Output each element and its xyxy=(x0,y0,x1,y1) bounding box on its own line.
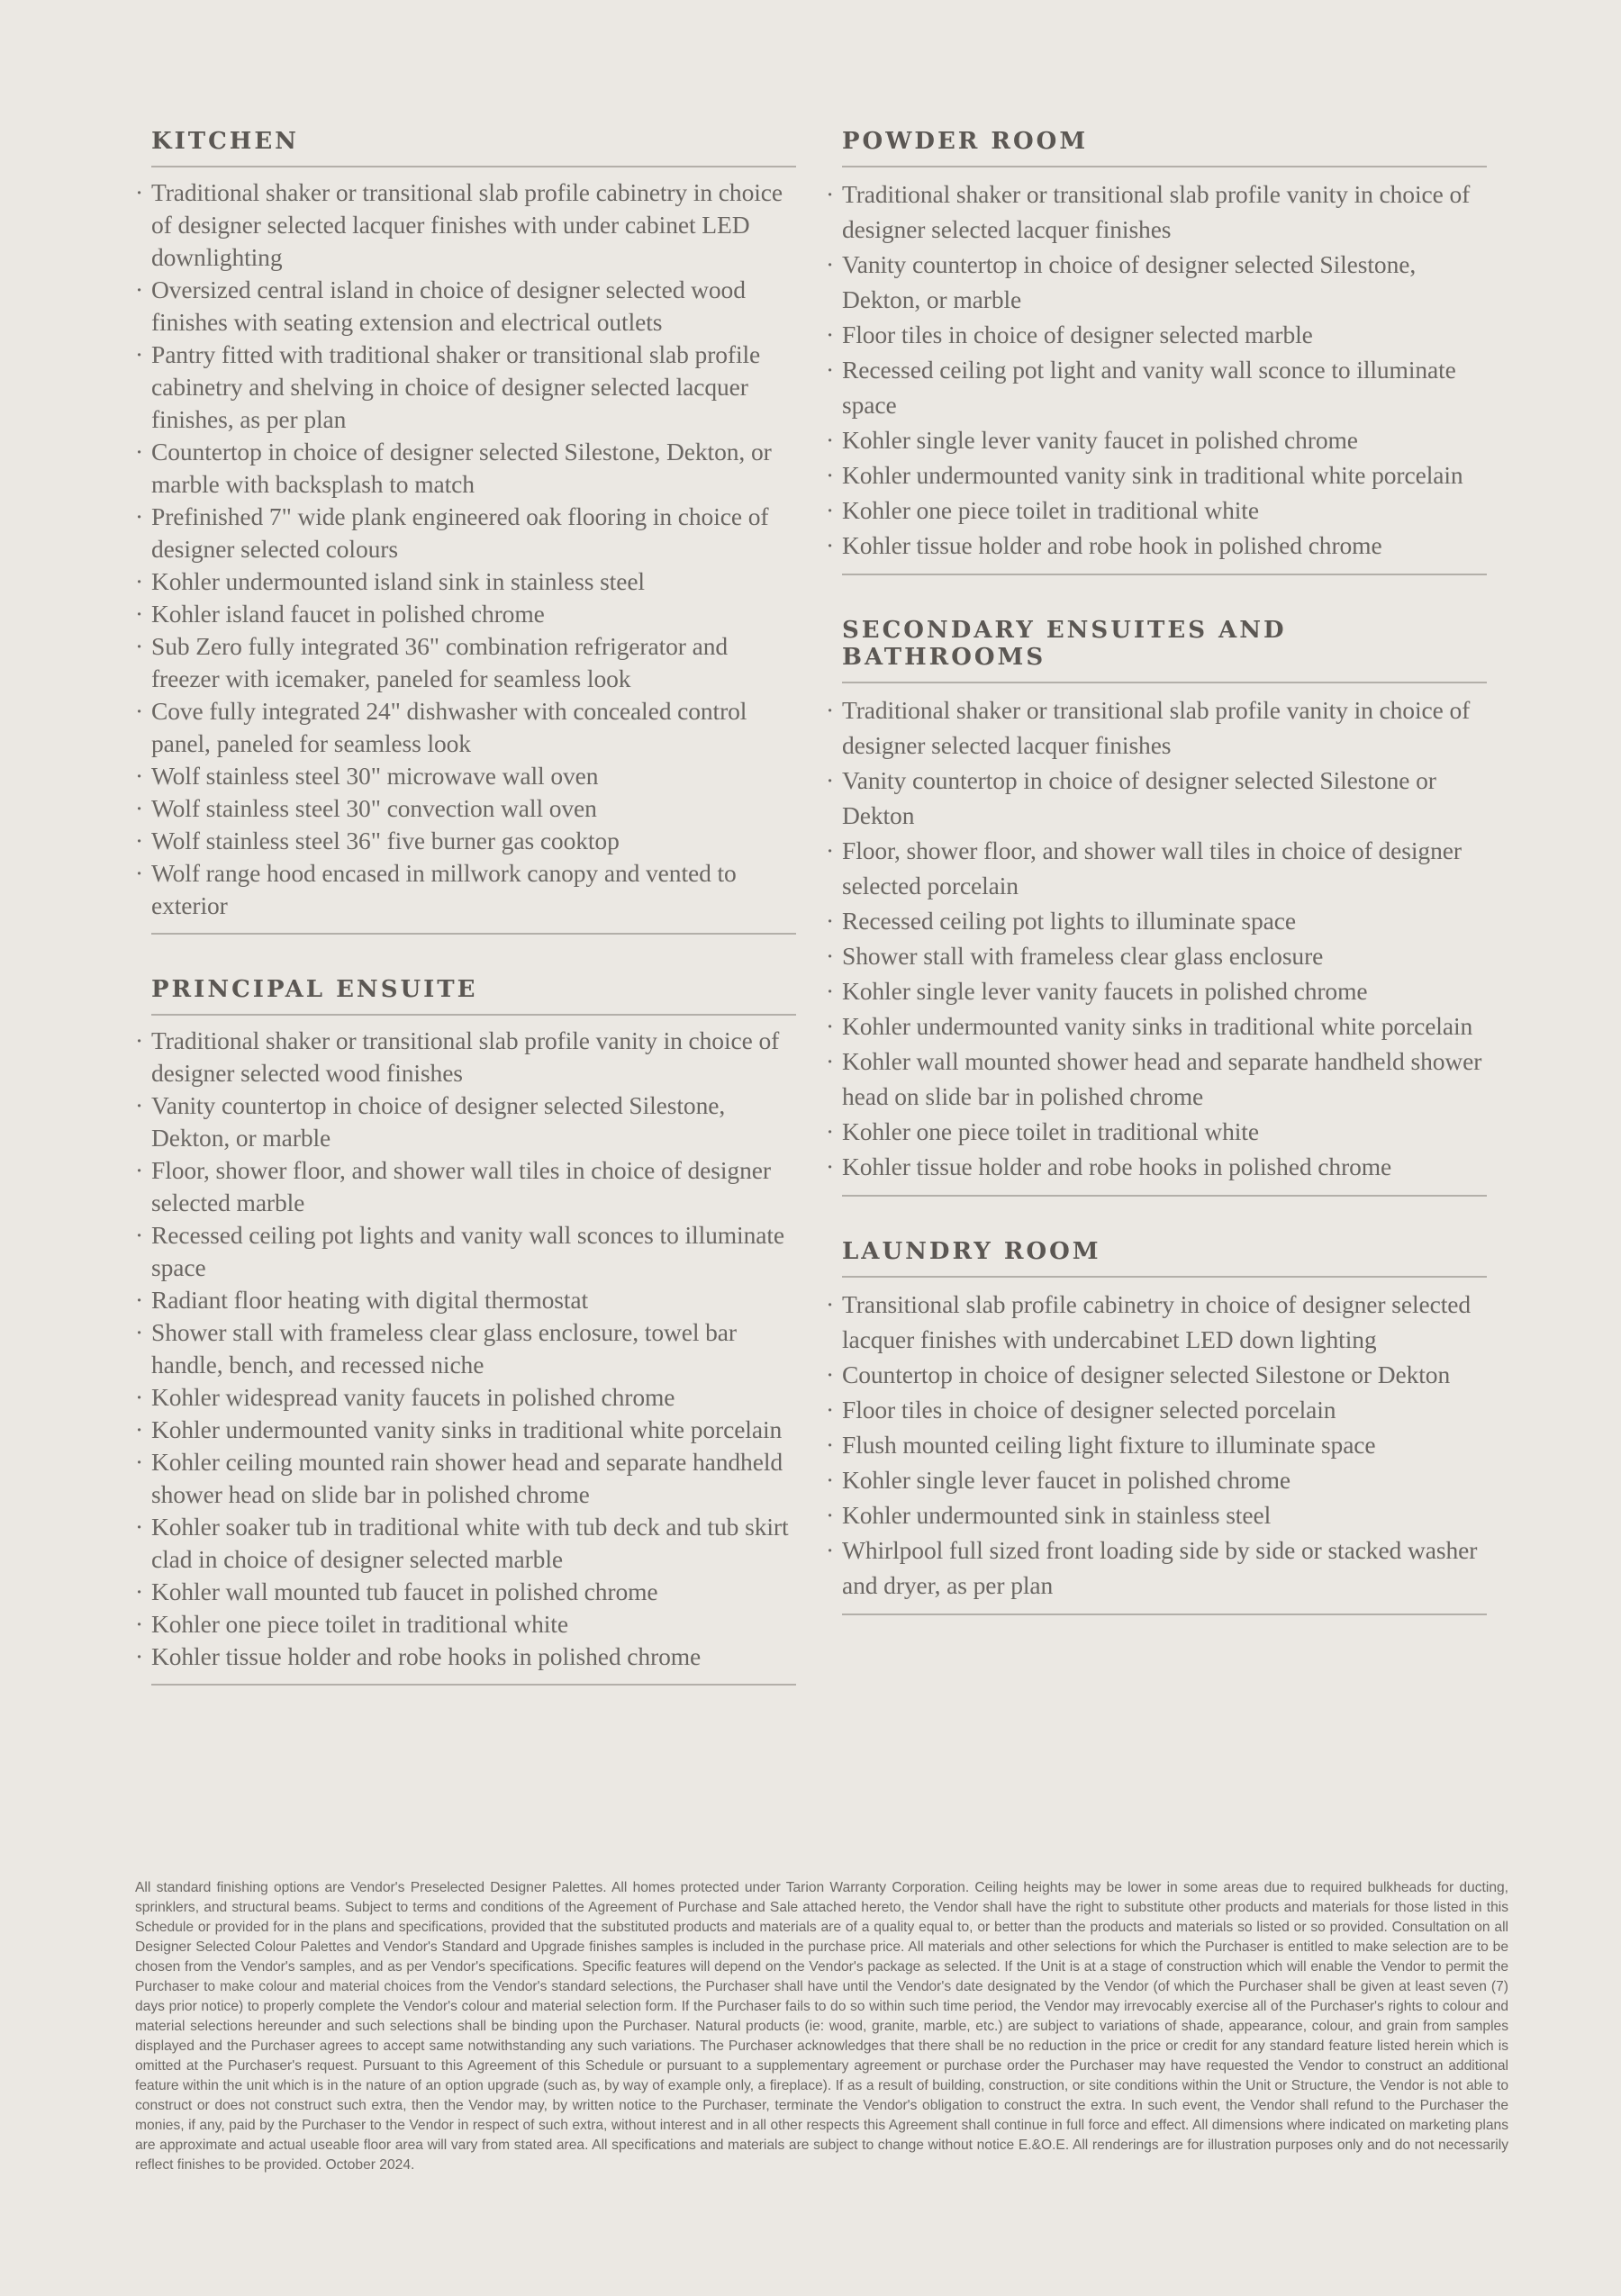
laundry-room-title: LAUNDRY ROOM xyxy=(842,1238,1487,1278)
list-item xyxy=(826,352,1487,422)
bullet-icon: · xyxy=(826,1501,835,1529)
list-item-text: Pantry fitted with traditional shaker or transitional slab profile cabinetry and shelving in choice of designer selected lacquer finishes, as per plan xyxy=(151,340,761,433)
bullet-icon: · xyxy=(135,1286,144,1314)
list-item xyxy=(135,1284,796,1316)
bullet-icon: · xyxy=(135,438,144,466)
list-item-text: Wolf stainless steel 30" convection wall oven xyxy=(151,794,597,822)
bullet-icon: · xyxy=(135,762,144,790)
list-item xyxy=(135,1316,796,1381)
bullet-icon: · xyxy=(826,1153,835,1180)
bullet-icon: · xyxy=(135,1318,144,1346)
bullet-icon: · xyxy=(826,907,835,935)
list-item xyxy=(826,1149,1487,1184)
list-item xyxy=(826,493,1487,528)
bullet-icon: · xyxy=(135,1642,144,1670)
laundry-room-list xyxy=(826,1278,1487,1614)
bullet-icon: · xyxy=(826,496,835,524)
bullet-icon: · xyxy=(135,276,144,303)
bullet-icon: · xyxy=(826,356,835,384)
bullet-icon: · xyxy=(135,600,144,628)
bullet-icon: · xyxy=(135,1415,144,1443)
list-item xyxy=(135,792,796,825)
bullet-icon: · xyxy=(826,1047,835,1075)
principal-ensuite-title: PRINCIPAL ENSUITE xyxy=(151,976,796,1016)
list-item xyxy=(826,1114,1487,1149)
list-item xyxy=(135,1446,796,1511)
bullet-icon: · xyxy=(826,531,835,559)
list-item-text: Vanity countertop in choice of designer selected Silestone or Dekton xyxy=(842,766,1436,829)
list-item-text: Kohler single lever vanity faucets in polished chrome xyxy=(842,977,1368,1005)
list-item xyxy=(135,630,796,695)
powder-room-section xyxy=(826,128,1487,575)
list-item xyxy=(135,1641,796,1673)
bullet-icon: · xyxy=(135,1156,144,1184)
laundry-room-section xyxy=(826,1238,1487,1615)
list-item xyxy=(135,1608,796,1641)
secondary-ensuites-list xyxy=(826,683,1487,1195)
list-item xyxy=(826,1287,1487,1357)
list-item xyxy=(826,692,1487,763)
list-item-text: Oversized central island in choice of designer selected wood finishes with seating extension and electrical outlets xyxy=(151,276,746,336)
list-item xyxy=(826,1008,1487,1044)
bullet-icon: · xyxy=(826,1117,835,1145)
kitchen-list xyxy=(135,167,796,933)
list-item-text: Whirlpool full sized front loading side by side or stacked washer and dryer, as per plan xyxy=(842,1536,1478,1599)
list-item-text: Wolf stainless steel 36" five burner gas cooktop xyxy=(151,827,620,854)
secondary-ensuites-section xyxy=(826,617,1487,1197)
bullet-icon: · xyxy=(826,1396,835,1424)
list-item xyxy=(826,422,1487,457)
principal-ensuite-list xyxy=(135,1016,796,1684)
list-item-text: Transitional slab profile cabinetry in choice of designer selected lacquer finishes with undercabinet LED down lighting xyxy=(842,1290,1471,1353)
secondary-ensuites-title: SECONDARY ENSUITES AND BATHROOMS xyxy=(842,617,1487,683)
list-item-text: Recessed ceiling pot lights and vanity wall sconces to illuminate space xyxy=(151,1221,784,1281)
list-item xyxy=(135,176,796,274)
list-item-text: Kohler one piece toilet in traditional white xyxy=(842,496,1259,524)
list-item-text: Kohler single lever vanity faucet in polished chrome xyxy=(842,426,1358,454)
list-item xyxy=(135,501,796,565)
list-item-text: Vanity countertop in choice of designer selected Silestone, Dekton, or marble xyxy=(151,1091,726,1152)
right-column xyxy=(826,128,1487,1657)
list-item xyxy=(135,1089,796,1154)
list-item-text: Kohler ceiling mounted rain shower head and separate handheld shower head on slide bar in polished chrome xyxy=(151,1448,783,1508)
list-item-text: Kohler one piece toilet in traditional white xyxy=(151,1610,568,1638)
bullet-icon: · xyxy=(135,697,144,725)
list-item xyxy=(826,247,1487,317)
list-item xyxy=(826,176,1487,247)
list-item xyxy=(135,1511,796,1576)
list-item-text: Floor, shower floor, and shower wall tiles in choice of designer selected marble xyxy=(151,1156,771,1216)
list-item-text: Kohler island faucet in polished chrome xyxy=(151,600,545,628)
bullet-icon: · xyxy=(826,321,835,348)
bullet-icon: · xyxy=(135,567,144,595)
list-item-text: Shower stall with frameless clear glass enclosure xyxy=(842,942,1324,970)
list-item-text: Traditional shaker or transitional slab profile vanity in choice of designer selected wood finishes xyxy=(151,1026,780,1087)
powder-room-list xyxy=(826,167,1487,574)
bullet-icon: · xyxy=(826,1012,835,1040)
list-item xyxy=(826,938,1487,973)
bullet-icon: · xyxy=(826,766,835,794)
list-item-text: Kohler wall mounted shower head and separate handheld shower head on slide bar in polished chrome xyxy=(842,1047,1482,1110)
bullet-icon: · xyxy=(135,827,144,854)
list-item xyxy=(826,1462,1487,1497)
bullet-icon: · xyxy=(135,1577,144,1605)
list-item xyxy=(135,1025,796,1089)
bullet-icon: · xyxy=(135,794,144,822)
list-item xyxy=(135,565,796,598)
left-column xyxy=(135,128,796,1727)
bullet-icon: · xyxy=(135,1221,144,1249)
list-item-text: Flush mounted ceiling light fixture to illuminate space xyxy=(842,1431,1376,1459)
list-item xyxy=(826,1044,1487,1114)
bullet-icon: · xyxy=(135,1513,144,1541)
bullet-icon: · xyxy=(826,696,835,724)
bullet-icon: · xyxy=(826,250,835,278)
bullet-icon: · xyxy=(826,836,835,864)
list-item-text: Sub Zero fully integrated 36" combination refrigerator and freezer with icemaker, paneled for seamless look xyxy=(151,632,729,692)
bullet-icon: · xyxy=(135,340,144,368)
bullet-icon: · xyxy=(135,1383,144,1411)
list-item xyxy=(826,833,1487,903)
kitchen-title: KITCHEN xyxy=(151,128,796,167)
list-item-text: Shower stall with frameless clear glass enclosure, towel bar handle, bench, and recessed niche xyxy=(151,1318,737,1379)
bullet-icon: · xyxy=(135,178,144,206)
list-item-text: Kohler wall mounted tub faucet in polished chrome xyxy=(151,1577,658,1605)
list-item xyxy=(826,457,1487,493)
list-item xyxy=(826,973,1487,1008)
list-item-text: Vanity countertop in choice of designer selected Silestone, Dekton, or marble xyxy=(842,250,1417,313)
list-item-text: Wolf stainless steel 30" microwave wall oven xyxy=(151,762,599,790)
list-item xyxy=(826,1392,1487,1427)
list-item-text: Kohler undermounted island sink in stainless steel xyxy=(151,567,645,595)
bullet-icon: · xyxy=(826,426,835,454)
bullet-icon: · xyxy=(826,1466,835,1494)
list-item xyxy=(135,857,796,922)
bullet-icon: · xyxy=(135,859,144,887)
list-item-text: Kohler tissue holder and robe hooks in polished chrome xyxy=(842,1153,1392,1180)
list-item-text: Kohler single lever faucet in polished chrome xyxy=(842,1466,1290,1494)
bullet-icon: · xyxy=(135,1610,144,1638)
list-item-text: Traditional shaker or transitional slab profile vanity in choice of designer selected lacquer finishes xyxy=(842,696,1471,759)
list-item-text: Kohler tissue holder and robe hook in polished chrome xyxy=(842,531,1382,559)
list-item xyxy=(135,825,796,857)
list-item-text: Kohler undermounted vanity sink in traditional white porcelain xyxy=(842,461,1463,489)
list-item-text: Radiant floor heating with digital thermostat xyxy=(151,1286,589,1314)
list-item-text: Recessed ceiling pot light and vanity wall sconce to illuminate space xyxy=(842,356,1456,419)
list-item xyxy=(826,903,1487,938)
kitchen-section xyxy=(135,128,796,935)
bullet-icon: · xyxy=(135,632,144,660)
list-item-text: Kohler one piece toilet in traditional white xyxy=(842,1117,1259,1145)
bullet-icon: · xyxy=(826,942,835,970)
list-item-text: Traditional shaker or transitional slab profile cabinetry in choice of designer selected lacquer finishes with under cabinet LED downlighting xyxy=(151,178,783,271)
bullet-icon: · xyxy=(826,180,835,208)
list-item xyxy=(826,528,1487,563)
list-item-text: Wolf range hood encased in millwork canopy and vented to exterior xyxy=(151,859,737,919)
bullet-icon: · xyxy=(826,461,835,489)
principal-ensuite-section xyxy=(135,976,796,1686)
list-item xyxy=(135,436,796,501)
list-item-text: Floor, shower floor, and shower wall tiles in choice of designer selected porcelain xyxy=(842,836,1462,899)
list-item xyxy=(135,1414,796,1446)
list-item xyxy=(826,317,1487,352)
bullet-icon: · xyxy=(826,1360,835,1388)
bullet-icon: · xyxy=(135,1026,144,1054)
bullet-icon: · xyxy=(826,977,835,1005)
list-item xyxy=(135,1576,796,1608)
list-item xyxy=(826,1357,1487,1392)
bullet-icon: · xyxy=(826,1431,835,1459)
powder-room-title: POWDER ROOM xyxy=(842,128,1487,167)
list-item xyxy=(135,760,796,792)
bullet-icon: · xyxy=(135,1091,144,1119)
bullet-icon: · xyxy=(135,502,144,530)
list-item xyxy=(135,274,796,339)
list-item-text: Floor tiles in choice of designer selected marble xyxy=(842,321,1313,348)
list-item-text: Floor tiles in choice of designer selected porcelain xyxy=(842,1396,1336,1424)
list-item xyxy=(135,1219,796,1284)
list-item-text: Prefinished 7" wide plank engineered oak flooring in choice of designer selected colours xyxy=(151,502,769,563)
list-item-text: Countertop in choice of designer selected Silestone or Dekton xyxy=(842,1360,1451,1388)
list-item-text: Recessed ceiling pot lights to illuminate space xyxy=(842,907,1296,935)
bullet-icon: · xyxy=(135,1448,144,1476)
list-item-text: Kohler widespread vanity faucets in polished chrome xyxy=(151,1383,675,1411)
list-item xyxy=(135,1154,796,1219)
list-item-text: Traditional shaker or transitional slab profile vanity in choice of designer selected lacquer finishes xyxy=(842,180,1471,243)
list-item xyxy=(135,695,796,760)
list-item-text: Kohler undermounted vanity sinks in traditional white porcelain xyxy=(842,1012,1473,1040)
list-item-text: Countertop in choice of designer selected Silestone, Dekton, or marble with backsplash to match xyxy=(151,438,772,498)
list-item-text: Cove fully integrated 24" dishwasher with concealed control panel, paneled for seamless look xyxy=(151,697,747,757)
list-item-text: Kohler soaker tub in traditional white with tub deck and tub skirt clad in choice of designer selected marble xyxy=(151,1513,789,1573)
list-item xyxy=(135,598,796,630)
list-item xyxy=(826,1532,1487,1603)
bullet-icon: · xyxy=(826,1290,835,1318)
bullet-icon: · xyxy=(826,1536,835,1564)
list-item-text: Kohler tissue holder and robe hooks in polished chrome xyxy=(151,1642,702,1670)
list-item-text: Kohler undermounted vanity sinks in traditional white porcelain xyxy=(151,1415,783,1443)
list-item xyxy=(135,1381,796,1414)
list-item xyxy=(826,1427,1487,1462)
list-item xyxy=(826,763,1487,833)
list-item xyxy=(826,1497,1487,1532)
list-item xyxy=(135,339,796,436)
legal-disclaimer: All standard finishing options are Vendor's Preselected Designer Palettes. All homes protected under Tarion Warranty Corporation. Ceiling heights may be lower in some areas due to required bulkheads for ducting, sprinklers, and structural beams. Subject to terms and conditions of the Agreement of Purchase and Sale attached hereto, the Vendor shall have the right to substitute other products and materials for those listed in this Schedule or provided for in the plans and specifications, provided that the substituted products and materials are of a quality equal to, or better than the products and materials so listed or so provided. Consultation on all Designer Selected Colour Palettes and Vendor's Standard and Upgrade finishes samples is included in the purchase price. All materials and other selections for which the Purchaser is entitled to make selection are to be chosen from the Vendor's samples, and as per Vendor's specifications. Specific features will depend on the Vendor's package as selected. If the Unit is at a stage of construction which will enable the Vendor to permit the Purchaser to make colour and material choices from the Vendor's standard selections, the Purchaser shall have until the Vendor's date designated by the Vendor (of which the Purchaser shall be given at least seven (7) days prior notice) to properly complete the Vendor's colour and material selection form. If the Purchaser fails to do so within such time period, the Vendor may irrevocably exercise all of the Purchaser's rights to colour and material selections hereunder and such selections shall be binding upon the Purchaser. Natural products (ie: wood, granite, marble, etc.) are subject to variations of shade, appearance, colour, and grain from samples displayed and the Purchaser agrees to accept same notwithstanding any such variations. The Purchaser acknowledges that there shall be no reduction in the price or credit for any standard feature listed herein which is omitted at the Purchaser's request. Pursuant to this Agreement of this Schedule or pursuant to a supplementary agreement or purchase order the Purchaser may have requested the Vendor to construct an additional feature within the unit which is in the nature of an option upgrade (such as, by way of example only, a fireplace). If as a result of building, construction, or site conditions within the Unit or Structure, the Vendor is not able to construct or does not construct such extra, then the Vendor may, by written notice to the Purchaser, terminate the Vendor's obligation to construct the extra. In such event, the Vendor shall refund to the Purchaser the monies, if any, paid by the Purchaser to the Vendor in respect of such extra, without interest and in all other respects this Agreement shall continue in full force and effect. All dimensions where indicated on marketing plans are approximate and actual useable floor area will vary from stated area. All specifications and materials are subject to change without notice E.&O.E. All renderings are for illustration purposes only and do not necessarily reflect finishes to be provided. October 2024. xyxy=(135,1879,1508,2173)
list-item-text: Kohler undermounted sink in stainless steel xyxy=(842,1501,1272,1529)
